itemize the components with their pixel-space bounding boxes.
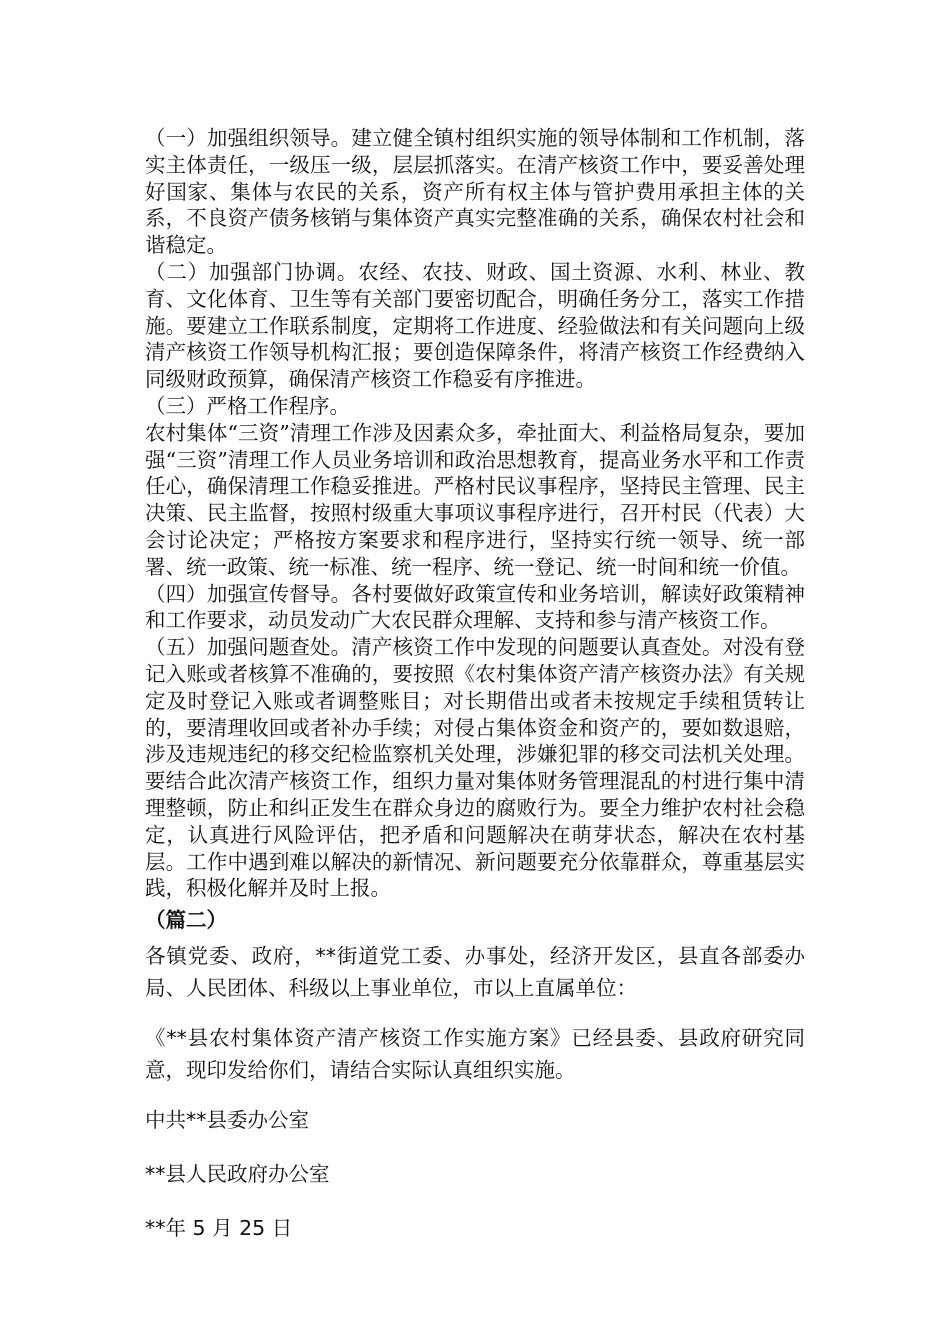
paragraph-work-procedure: 农村集体“三资”清理工作涉及因素众多，牵扯面大、利益格局复杂，要加强“三资”清理工作人员业务培训和政治思想教育，提高业务水平和工作责任心，确保清理工作稳妥推进。严格村民议事程序，坚持民主管理、民主决策、民主监督，按照村级重大事项议事程序进行，召开村民（代表）大会讨论决定；严格按方案要求和程序进行，坚持实行统一领导、统一部署、统一政策、统一标准、统一程序、统一登记、统一时间和统一价值。 — [145, 420, 805, 579]
signer-party-office: 中共**县委办公室 — [145, 1108, 309, 1133]
document-page — [145, 125, 805, 1266]
paragraph-publicity-supervision: （四）加强宣传督导。各村要做好政策宣传和业务培训，解读好政策精神和工作要求，动员发动广大农民群众理解、支持和参与清产核资工作。 — [145, 581, 805, 633]
document-date: **年 5 月 25 日 — [145, 1216, 293, 1241]
paragraph-organization-leadership: （一）加强组织领导。建立健全镇村组织实施的领导体制和工作机制，落实主体责任，一级压一级，层层抓落实。在清产核资工作中，要妥善处理好国家、集体与农民的关系，资产所有权主体与管护费用承担主体的关系，不良资产债务核销与集体资产真实完整准确的关系，确保农村社会和谐稳定。 — [145, 126, 805, 258]
paragraph-department-coordination: （二）加强部门协调。农经、农技、财政、国土资源、水利、林业、教育、文化体育、卫生等有关部门要密切配合，明确任务分工，落实工作措施。要建立工作联系制度，定期将工作进度、经验做法和有关问题向上级清产核资工作领导机构汇报；要创造保障条件，将清产核资工作经费纳入同级财政预算，确保清产核资工作稳妥有序推进。 — [145, 259, 805, 392]
signer-government-office: **县人民政府办公室 — [145, 1162, 330, 1187]
section-heading: （篇二） — [145, 908, 227, 933]
paragraph-work-procedure-title: （三）严格工作程序。 — [145, 393, 350, 418]
notice-body-paragraph: 《**县农村集体资产清产核资工作实施方案》已经县委、县政府研究同意，现印发给你们，请结合实际认真组织实施。 — [145, 1026, 805, 1083]
paragraph-problem-investigation: （五）加强问题查处。清产核资工作中发现的问题要认真查处。对没有登记入账或者核算不准确的，要按照《农村集体资产清产核资办法》有关规定及时登记入账或者调整账目；对长期借出或者未按规定手续租赁转让的，要清理收回或者补办手续；对侵占集体资金和资产的，要如数退赔，涉及违规违纪的移交纪检监察机关处理，涉嫌犯罪的移交司法机关处理。要结合此次清产核资工作，组织力量对集体财务管理混乱的村进行集中清理整顿，防止和纠正发生在群众身边的腐败行为。要全力维护农村社会稳定，认真进行风险评估，把矛盾和问题解决在萌芽状态，解决在农村基层。工作中遇到难以解决的新情况、新问题要充分依靠群众，尊重基层实践，积极化解并及时上报。 — [145, 635, 805, 901]
addressee-paragraph: 各镇党委、政府，**街道党工委、办事处，经济开发区，县直各部委办局、人民团体、科级以上事业单位，市以上直属单位： — [145, 944, 805, 1001]
